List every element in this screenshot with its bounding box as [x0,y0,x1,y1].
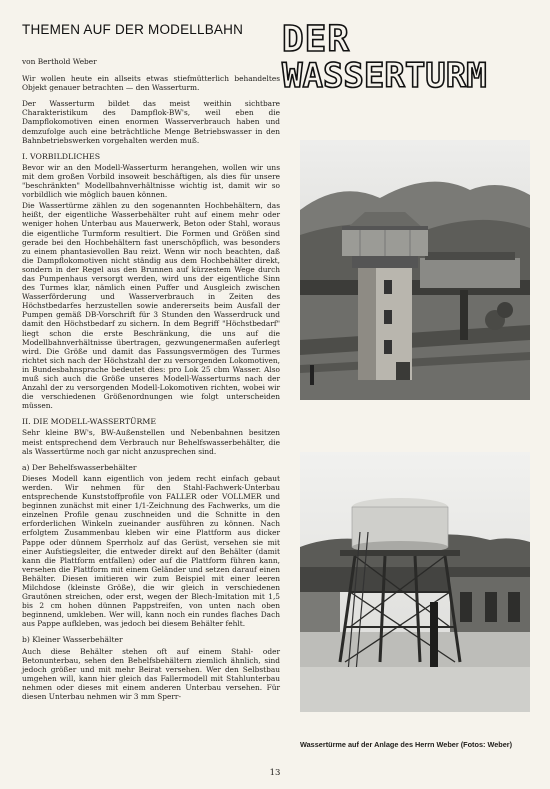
photo-masonry-water-tower-image [300,140,530,400]
article-title [282,19,532,96]
photo-masonry-water-tower [300,140,530,400]
article-body [22,57,280,708]
heading-modell-wassertuerme: II. DIE MODELL-WASSERTÜRME [22,417,157,427]
photo-steel-water-tank [300,452,530,712]
article-title-line1: DER [282,19,351,60]
article-title-line2: WASSERTURM [282,56,487,96]
page-number: 13 [269,768,281,778]
paragraph-1: Der Wasserturm bildet das meist weithin sichtbare Charakteristikum des Dampflok-BW's, weil eben die Dampflokomotiven einen enormen Wasserverbrauch haben und demzufolge auch eine beträchtliche Menge Betriebswasser in den Bahnbetriebswerken vorgehalten werden muß. [22,99,280,145]
photo-steel-water-tank-image [300,452,530,712]
paragraph-3: Die Wassertürme zählen zu den sogenannten Hochbehältern, das heißt, der eigentliche Wasserbehälter ruht auf einem mehr oder weniger hohen Unterbau aus Mauerwerk, Beton oder Stahl, woraus die eigentliche Turmform resultiert. Die Formen und Größen sind gerade bei den Hochbehältern fast unerschöpflich, was besonders zu einem phantasievollen Bau reizt. Wenn wir noch beachten, daß die Dampflokomotiven nicht ständig aus dem Hochbehälter direkt, sondern in der Regel aus den Brunnen auf kürzestem Wege durch das Pumpenhaus versorgt werden, wird uns der eigentliche Sinn des Turmes klar, nämlich einen Puffer und Ausgleich zwischen Wasserförderung und Wasserverbrauch in Zeiten des Höchstbedarfes herzustellen sowie andererseits beim Ausfall der Pumpen gemäß DB-Vorschrift für 3 Stunden den Wasserdruck und damit den Höchstbedarf zu sichern. In dem Begriff "Höchstbedarf" liegt schon die erste Beschränkung, die uns auf die Modellbahnverhältnisse übertragen, gezwungenermaßen auferlegt wird. Die Größe und damit das Fassungsvermögen des Turmes richtet sich nach der Höchstzahl der zu versorgenden Lokomotiven, in Bundesbahnsprache bedeutet dies: pro Lok 25 cbm Wasser. Also muß sich auch die Größe unseres Modell-Wasserturms nach der Anzahl der zu versorgenden Modell-Lokomotiven richten, wobei wir die verschiedenen Größenordnungen wie folgt unterscheiden müssen. [22,201,280,411]
section-header: THEMEN AUF DER MODELLBAHN [22,22,244,37]
subheading-behelfswasserbehaelter: a) Der Behelfswasserbehälter [22,462,137,472]
photo-caption: Wassertürme auf der Anlage des Herrn Weber (Fotos: Weber) [300,740,513,749]
paragraph-2: Bevor wir an den Modell-Wasserturm herangehen, wollen wir uns mit dem großen Vorbild insoweit beschäftigen, als dies für unsere "beschränkten" Modellbahnverhältnisse wichtig ist, damit wir so vorbildlich wie möglich bauen können. [22,162,280,200]
paragraph-5: Dieses Modell kann eigentlich von jedem recht einfach gebaut werden. Wir nehmen für den Stahl-Fachwerk-Unterbau entsprechende Kunststoffprofile von FALLER oder VOLLMER und beginnen zunächst mit einer 1/1-Zeichnung des Fachwerks, um die einzelnen Profile genau zuschneiden und die Schnitte in den erforderlichen Winkeln zueinander ausführen zu können. Nach erfolgtem Zusammenbau kleben wir eine Plattform aus dicker Pappe oder dünnem Sperrholz auf das Gerüst, versehen sie mit einer Aufstiegsleiter, die entweder direkt auf den Behälter (damit kann die Plattform entfallen) oder auf die Plattform führen kann, versehen die Plattform mit einem Geländer und setzen darauf einen Behälter. Diesen imitieren wir zum Beispiel mit einer leeren Milchdose (kleinste Größe), die wir gleich in verschiedenen Grautönen streichen, oder erst, wegen der Blech-Imitation mit 1,5 bis 2 cm hohen dünnen Pappstreifen, von unten nach oben beginnend, umkleben. Wer will, kann noch ein rundes flaches Dach aus Pappe aufkleben, was jedoch bei diesem Behälter fehlt. [22,473,280,629]
author-line: von Berthold Weber [22,57,97,66]
subheading-kleiner-wasserbehaelter: b) Kleiner Wasserbehälter [22,635,123,645]
heading-vorbildliches: I. VORBILDLICHES [22,151,101,161]
paragraph-4: Sehr kleine BW's, BW-Außenstellen und Nebenbahnen besitzen meist entsprechend dem Verbrauch nur Behelfswasserbehälter, die als Wassertürme noch gar nicht anzusprechen sind. [22,428,280,456]
intro-paragraph: Wir wollen heute ein allseits etwas stiefmütterlich behandeltes Objekt genauer betrachten — den Wasserturm. [22,74,280,93]
paragraph-6: Auch diese Behälter stehen oft auf einem Stahl- oder Betonunterbau, sehen den Behelfsbehältern ziemlich ähnlich, sind jedoch größer und mit mehr Beirat versehen. Wer den Selbstbau umgehen will, kann hier gleich das Fallermodell mit Stahlunterbau nehmen oder dieses mit einem anderen Unterbau versehen. Für diesen Unterbau nehmen wir 3 mm Sperr- [22,646,280,701]
